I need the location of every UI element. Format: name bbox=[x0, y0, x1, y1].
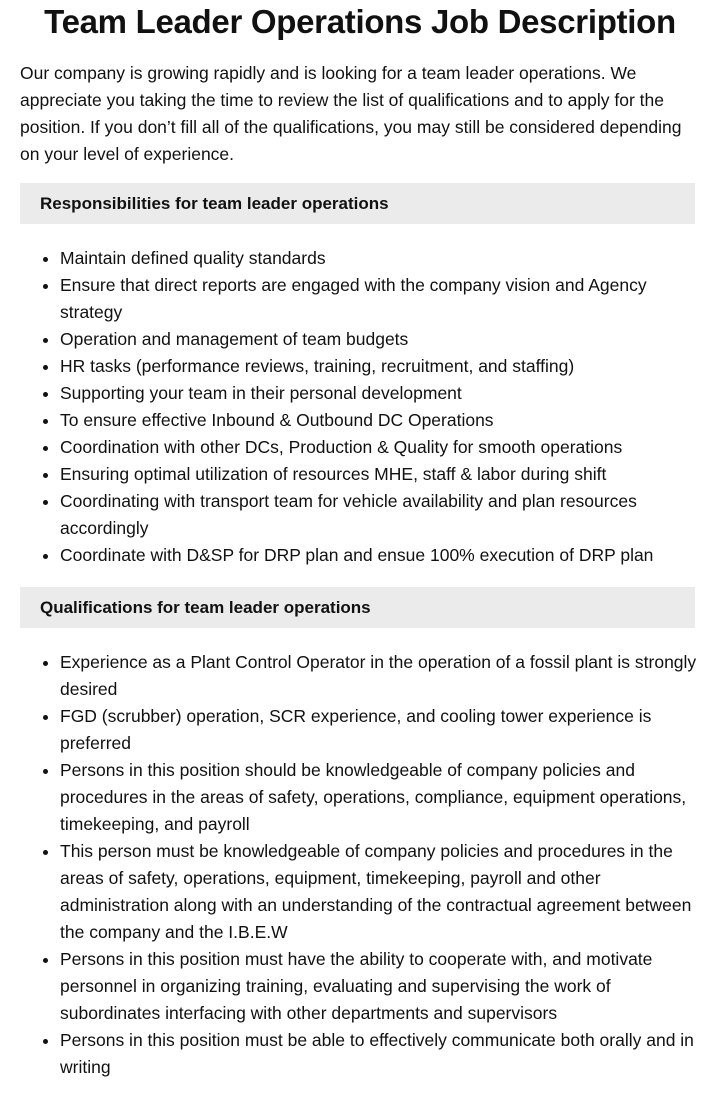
list-item: • Coordinate with D&SP for DRP plan and ensue 100% execution of DRP plan bbox=[60, 542, 700, 569]
list-item: • Supporting your team in their personal development bbox=[60, 380, 700, 407]
list-item: • Coordination with other DCs, Production & Quality for smooth operations bbox=[60, 434, 700, 461]
list-item: • Persons in this position must have the ability to cooperate with, and motivate personnel in organizing training, evaluating and supervising the work of subordinates interfacing with other departments and supervisors bbox=[60, 946, 700, 1027]
responsibilities-list bbox=[20, 245, 700, 569]
list-item: • Experience as a Plant Control Operator in the operation of a fossil plant is strongly desired bbox=[60, 649, 700, 703]
list-item: • To ensure effective Inbound & Outbound DC Operations bbox=[60, 407, 700, 434]
qualifications-heading: Qualifications for team leader operations bbox=[20, 587, 695, 628]
intro-paragraph: Our company is growing rapidly and is looking for a team leader operations. We appreciate you taking the time to review the list of qualifications and to apply for the position. If you don’t fill all of the qualifications, you may still be considered depending on your level of experience. bbox=[20, 63, 682, 164]
page-title: Team Leader Operations Job Description bbox=[44, 3, 676, 40]
qualifications-list bbox=[20, 649, 700, 1081]
list-item: • This person must be knowledgeable of company policies and procedures in the areas of safety, operations, equipment, timekeeping, payroll and other administration along with an understanding of the contractual agreement between the company and the I.B.E.W bbox=[60, 838, 700, 946]
list-item: • Maintain defined quality standards bbox=[60, 245, 700, 272]
list-item: • Operation and management of team budgets bbox=[60, 326, 700, 353]
list-item: • FGD (scrubber) operation, SCR experience, and cooling tower experience is preferred bbox=[60, 703, 700, 757]
list-item: • HR tasks (performance reviews, training, recruitment, and staffing) bbox=[60, 353, 700, 380]
list-item: • Coordinating with transport team for vehicle availability and plan resources accordingly bbox=[60, 488, 700, 542]
responsibilities-heading: Responsibilities for team leader operations bbox=[20, 183, 695, 224]
list-item: • Ensure that direct reports are engaged with the company vision and Agency strategy bbox=[60, 272, 700, 326]
list-item: • Persons in this position should be knowledgeable of company policies and procedures in the areas of safety, operations, compliance, equipment operations, timekeeping, and payroll bbox=[60, 757, 700, 838]
list-item: • Persons in this position must be able to effectively communicate both orally and in writing bbox=[60, 1027, 700, 1081]
list-item: • Ensuring optimal utilization of resources MHE, staff & labor during shift bbox=[60, 461, 700, 488]
